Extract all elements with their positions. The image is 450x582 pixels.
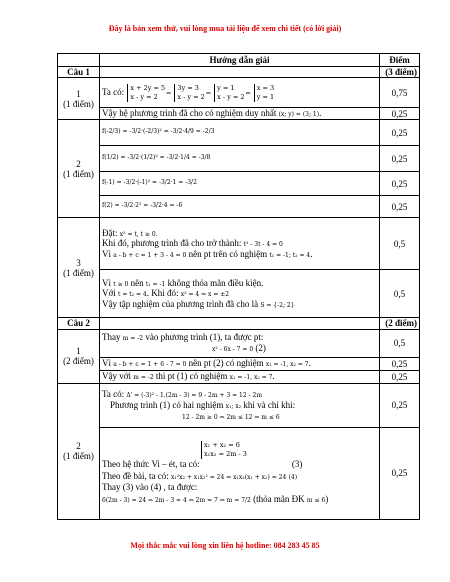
solution-cell: Thay m = -2 vào phương trình (1), ta được pt: x² - 6x - 7 = 0 (2) — [100, 329, 380, 357]
part-label: 1 (2 điểm) — [58, 329, 100, 383]
vieta-system: x₁ + x₂ = 6 x₁x₂ = 2m - 3 — [201, 441, 247, 459]
hotline-banner: Mọi thắc mắc vui lòng xin liên hệ hotline: 084 283 45 85 — [130, 541, 320, 550]
section-title: Câu 2 — [58, 318, 100, 329]
section-row-q2 — [58, 318, 420, 329]
solution-cell: Vì t ≥ 0 nên t₁ = -1 không thỏa mãn điều kiện. Với t = t₂ = 4. Khi đó: x² = 4 ⇔ x = ±2 Vậy tập nghiệm của phương trình đã cho là S = {-2; 2} — [100, 270, 380, 318]
solution-cell: Ta có: x + 2y = 5 x - y = 2 ⇔ 3y = 3 x - y = 2 ⇔ y = 1 x - y = 2 ⇔ x = 3 y = 1 — [100, 78, 380, 108]
score-cell: 0,25 — [380, 370, 420, 383]
table-row — [58, 370, 420, 383]
part-label: 2 (1 điểm) — [58, 383, 100, 519]
table-row — [58, 172, 420, 196]
table-row — [58, 146, 420, 172]
score-cell: 0,5 — [380, 218, 420, 270]
section-title: Câu 1 — [58, 67, 100, 78]
table-row — [58, 218, 420, 270]
solution-cell: f(-1) = -3/2·(-1)² = -3/2·1 = -3/2 — [100, 172, 380, 196]
table-row — [58, 329, 420, 357]
table-row — [58, 383, 420, 427]
solution-cell: f(-2/3) = -3/2·(-2/3)² = -3/2·4/9 = -2/3 — [100, 120, 380, 146]
section-points: (3 điểm) — [380, 67, 420, 78]
system-1: x + 2y = 5 x - y = 2 — [127, 84, 165, 102]
score-cell: 0,25 — [380, 427, 420, 519]
table-row — [58, 196, 420, 218]
section-points: (2 điểm) — [380, 318, 420, 329]
solution-cell: Vậy với m = -2 thì pt (1) có nghiệm x₁ = -1, x₂ = 7. — [100, 370, 380, 383]
score-cell: 0,25 — [380, 383, 420, 427]
solution-cell: f(1/2) = -3/2·(1/2)² = -3/2·1/4 = -3/8 — [100, 146, 380, 172]
score-cell: 0,25 — [380, 357, 420, 370]
score-cell: 0,75 — [380, 78, 420, 108]
score-cell: 0,25 — [380, 196, 420, 218]
score-cell: 0,5 — [380, 329, 420, 357]
solution-cell: x₁ + x₂ = 6 x₁x₂ = 2m - 3 Theo hệ thức Vi – ét, ta có: (3) Theo đề bài, ta có: x₁²x₂ + x₁x₂² = 24 ⇔ x₁x₂(x₁ + x₂) = 24 (4) Thay (3) vào (4) , ta được: 6(2m - 3) = 24 ⇔ 2m - 3 = 4 ⇔ 2m = 7 ⇔ m = 7/2 (thỏa mãn ĐK m ≤ 6) — [100, 427, 380, 519]
table-row — [58, 427, 420, 519]
score-cell: 0,5 — [380, 270, 420, 318]
solution-table — [57, 53, 420, 520]
solution-cell: f(2) = -3/2·2² = -3/2·4 = -6 — [100, 196, 380, 218]
part-label: 2 (1 điểm) — [58, 120, 100, 218]
table-row — [58, 78, 420, 108]
score-cell: 0,25 — [380, 172, 420, 196]
solution-cell: Ta có: Δ' = (-3)² - 1.(2m - 3) = 9 - 2m + 3 = 12 - 2m Phương trình (1) có hai nghiệm x₁; x₂ khi và chỉ khi: 12 - 2m ≥ 0 ⇔ 2m ≤ 12 ⇔ m ≤ 6 — [100, 383, 380, 427]
system-3: y = 1 x - y = 2 — [214, 84, 244, 102]
table-row — [58, 120, 420, 146]
system-2: 3y = 3 x - y = 2 — [174, 84, 204, 102]
solution-cell: Vì a - b + c = 1 + 6 - 7 = 0 nên pt (2) có nghiệm x₁ = -1, x₂ = 7. — [100, 357, 380, 370]
score-cell: 0,25 — [380, 120, 420, 146]
part-label: 3 (1 điểm) — [58, 218, 100, 318]
col-guide-header: Hướng dẫn giải — [100, 54, 380, 67]
table-header-row — [58, 54, 420, 67]
score-cell: 0,25 — [380, 146, 420, 172]
section-row-q1 — [58, 67, 420, 78]
part-label: 1 (1 điểm) — [58, 78, 100, 120]
solution-cell: Đặt: x² = t, t ≥ 0. Khi đó, phương trình đã cho trở thành: t² - 3t - 4 = 0 Vì a - b + c = 1 + 3 - 4 = 0 nên pt trên có nghiệm t₁ = -1; t₂ = 4. — [100, 218, 380, 270]
col-score-header: Điểm — [380, 54, 420, 67]
table-row — [58, 357, 420, 370]
preview-banner: Đây là bản xem thử, vui lòng mua tài liệu để xem chi tiết (có lời giải) — [108, 24, 342, 33]
table-row — [58, 108, 420, 120]
solution-cell: Vậy hệ phương trình đã cho có nghiệm duy nhất (x; y) = (3; 1). — [100, 108, 380, 120]
score-cell: 0,25 — [380, 108, 420, 120]
system-4: x = 3 y = 1 — [254, 84, 274, 102]
table-row — [58, 270, 420, 318]
